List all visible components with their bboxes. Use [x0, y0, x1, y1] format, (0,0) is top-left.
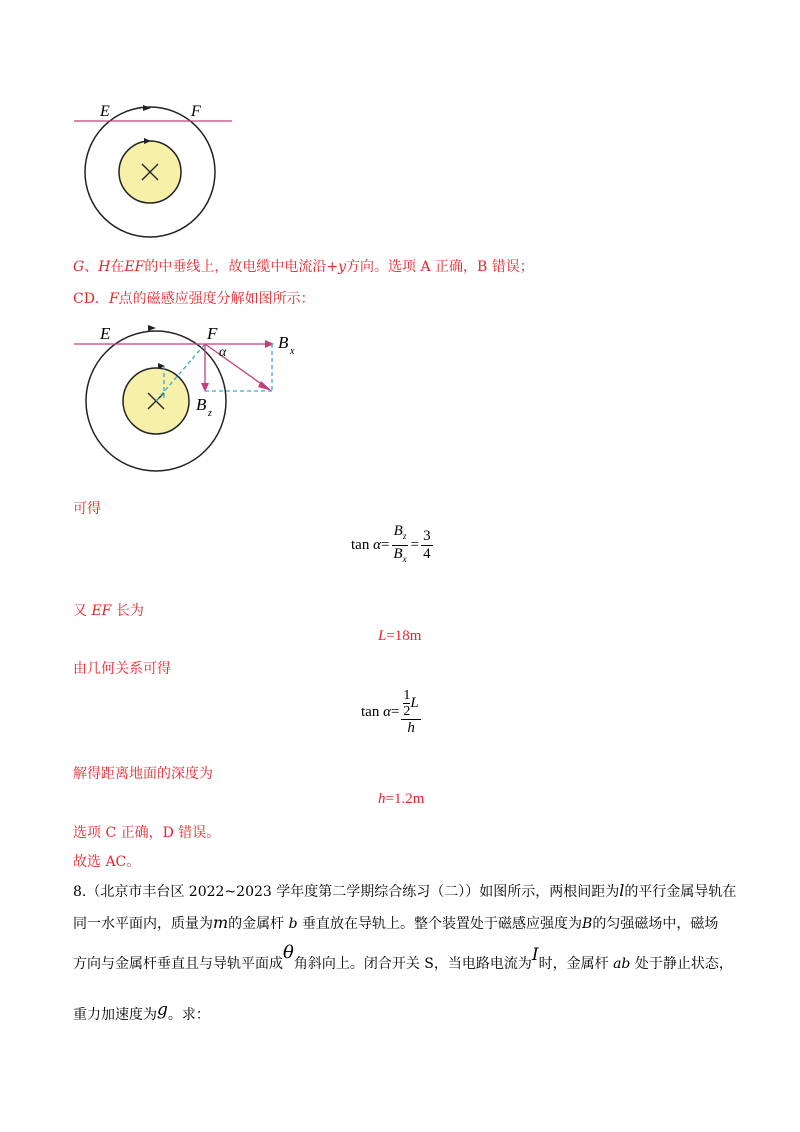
- answer-line-1: G、H在EF的中垂线上，故电缆中电流沿+y方向。选项 A 正确，B 错误；: [73, 259, 534, 275]
- text-option-c: 选项 C 正确，D 错误。: [73, 825, 221, 841]
- label-alpha: α: [219, 345, 227, 360]
- figure-field-decomposition: [60, 318, 310, 478]
- equation-tan-ratio: tan α= $\frac{B_z}{B_x}$ = $\frac{3}{4}$: [351, 523, 431, 564]
- arrow-head-outer: [143, 105, 151, 111]
- figure-cable-field-1: [60, 95, 250, 255]
- label-bx: B: [278, 333, 289, 352]
- label-bz: B: [196, 395, 207, 414]
- text-answer-ac: 故选 AC。: [73, 854, 141, 870]
- text-ef-length: 又 EF 长为: [73, 603, 144, 619]
- question-8-line-4: 重力加速度为g。求：: [73, 1000, 210, 1023]
- arrow-head-outer: [148, 325, 156, 331]
- text-jihe: 由几何关系可得: [73, 661, 171, 677]
- b-resultant-vector: [205, 344, 267, 388]
- text-keyi: 可得: [73, 501, 101, 517]
- equation-l-value: L=18m: [378, 628, 422, 644]
- equation-tan-geometry: tan α= $\frac{1}{2}$ L h: [361, 688, 419, 736]
- question-8-line-1: 8.（北京市丰台区 2022~2023 学年度第二学期综合练习（二））如图所示，两根间距为l的平行金属导轨在: [73, 881, 737, 900]
- equation-h-value: h=1.2m: [378, 791, 425, 807]
- label-bz-sub: z: [208, 408, 212, 419]
- question-8-line-3: 方向与金属杆垂直且与导轨平面成θ角斜向上。闭合开关 S，当电路电流为I时，金属杆 ab 处于静止状态，: [73, 942, 733, 972]
- label-f: F: [207, 324, 218, 343]
- label-f: F: [191, 103, 201, 120]
- question-8-line-2: 同一水平面内，质量为m的金属杆 b 垂直放在导轨上。整个装置处于磁感应强度为B的匀强磁场中，磁场: [73, 913, 719, 932]
- text-jiede: 解得距离地面的深度为: [73, 766, 213, 782]
- label-bx-sub: x: [290, 346, 295, 357]
- label-e: E: [100, 103, 110, 120]
- label-e: E: [100, 324, 111, 343]
- answer-line-2: CD．F点的磁感应强度分解如图所示：: [73, 291, 315, 307]
